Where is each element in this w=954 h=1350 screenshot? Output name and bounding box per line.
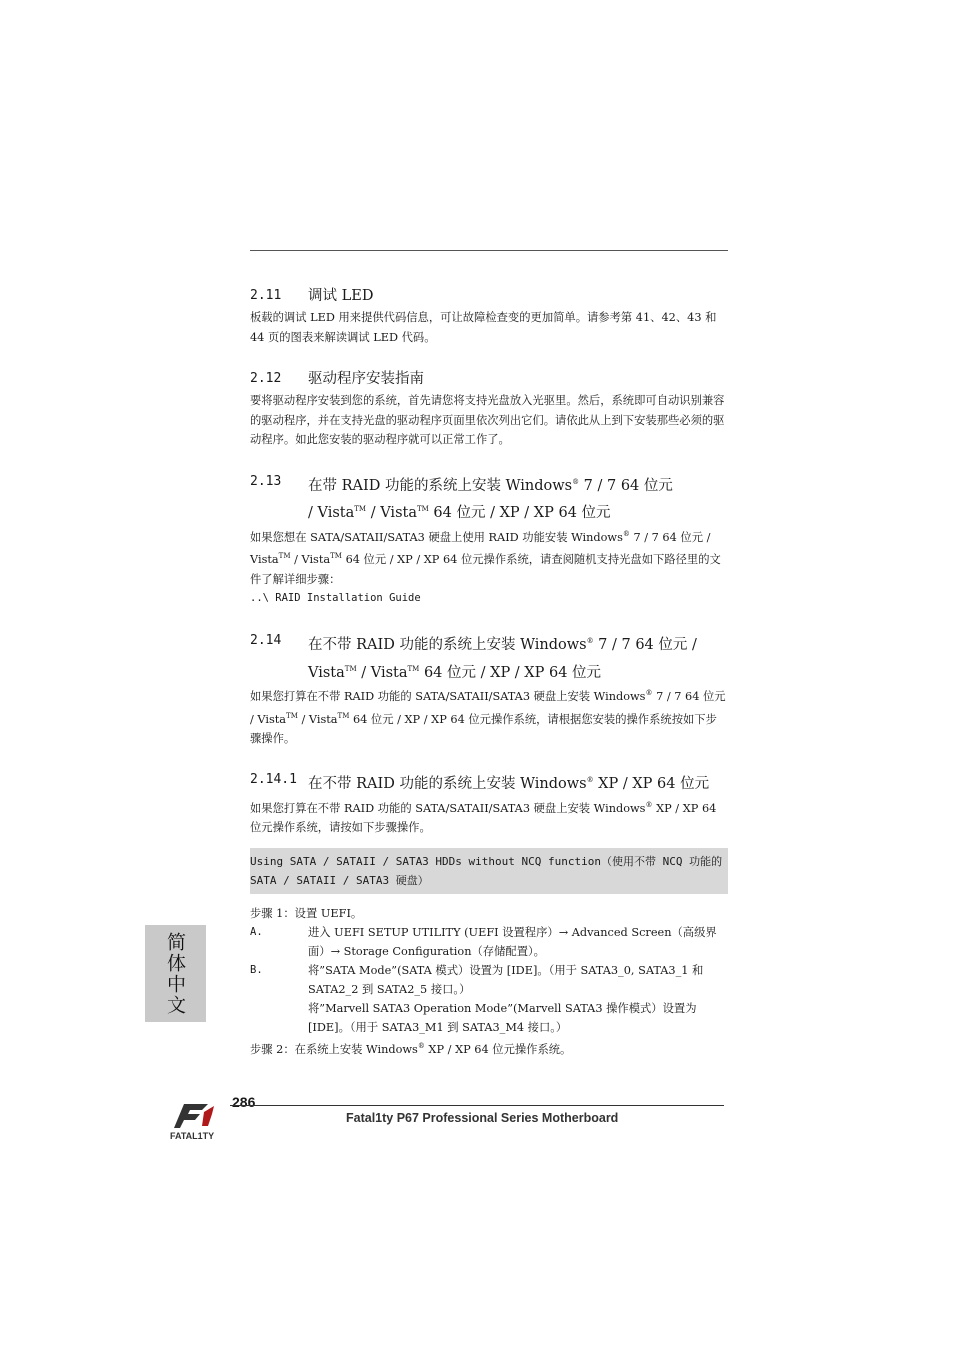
section-2-13-body: 如果您想在 SATA/SATAII/SATA3 硬盘上使用 RAID 功能安装 Windows® 7 / 7 64 位元 / Vista™ / Vista™ 64 位元 / XP / XP 64 位元操作系统，请查阅随机支持光盘如下路径里的文件了解详细步骤：: [250, 530, 721, 586]
step-b: [250, 961, 728, 1037]
section-title: 驱动程序安装指南: [308, 371, 424, 387]
section-2-11-heading: [250, 284, 728, 308]
section-2-12-heading: [250, 367, 728, 391]
raid-guide-path: ..\ RAID Installation Guide: [250, 592, 421, 605]
section-number: 2.14.1: [250, 772, 297, 788]
section-title: 在带 RAID 功能的系统上安装 Windows® 7 / 7 64 位元 / Vista™ / Vista™ 64 位元 / XP / XP 64 位元: [308, 477, 673, 522]
section-title: 调试 LED: [308, 288, 374, 304]
top-divider: [250, 250, 728, 251]
step-text: 进入 UEFI SETUP UTILITY (UEFI 设置程序）→ Advanced Screen（高级界面）→ Storage Configuration（存储配置）。: [308, 926, 717, 959]
ncq-note-box: [250, 848, 728, 894]
side-tab-label: 简体中文: [164, 931, 186, 1016]
footer-divider: [230, 1105, 724, 1106]
section-2-14-heading: [250, 629, 728, 685]
section-number: 2.14: [250, 632, 282, 648]
ncq-note-line: SATA / SATAII / SATA3 硬盘）: [250, 873, 429, 887]
ncq-note-line: Using SATA / SATAII / SATA3 HDDs without NCQ function（使用不带 NCQ 功能的: [250, 854, 723, 868]
section-2-12-body: 要将驱动程序安装到您的系统，首先请您将支持光盘放入光驱里。然后，系统即可自动识别兼容的驱动程序，并在支持光盘的驱动程序页面里依次列出它们。请依此从上到下安装那些必须的驱动程序。如此您安装的驱动程序就可以正常工作了。: [250, 394, 725, 446]
step-1: 步骤 1：设置 UEFI。: [250, 906, 363, 920]
footer-title: Fatal1ty P67 Professional Series Motherboard: [346, 1111, 619, 1125]
page-number: 286: [232, 1094, 256, 1110]
section-2-11-body: 板载的调试 LED 用来提供代码信息，可让故障检查变的更加简单。请参考第 41、42、43 和 44 页的图表来解读调试 LED 代码。: [250, 311, 717, 344]
step-label: B.: [250, 964, 263, 977]
fatal1ty-logo-icon: [168, 1102, 230, 1142]
section-title: 在不带 RAID 功能的系统上安装 Windows® 7 / 7 64 位元 / Vista™ / Vista™ 64 位元 / XP / XP 64 位元: [308, 636, 697, 681]
page-content: [250, 284, 728, 1060]
step-2: 步骤 2：在系统上安装 Windows® XP / XP 64 位元操作系统。: [250, 1042, 572, 1057]
svg-text:FATAL1TY: FATAL1TY: [170, 1131, 215, 1141]
step-a: [250, 923, 728, 961]
section-number: 2.13: [250, 473, 282, 489]
section-2-14-1-heading: [250, 768, 728, 796]
section-number: 2.12: [250, 371, 282, 386]
section-number: 2.11: [250, 288, 282, 303]
language-side-tab: [145, 925, 206, 1022]
step-text: 将”SATA Mode”(SATA 模式）设置为 [IDE]。（用于 SATA3_0, SATA3_1 和 SATA2_2 到 SATA2_5 接口。） 将”Marvell SATA3 Operation Mode”(Marvell SATA3 操作模式）设置为 [IDE]。（用于 SATA3_M1 到 SATA3_M4 接口。）: [308, 964, 704, 1035]
section-2-14-1-body: 如果您打算在不带 RAID 功能的 SATA/SATAII/SATA3 硬盘上安装 Windows® XP / XP 64 位元操作系统，请按如下步骤操作。: [250, 801, 717, 835]
section-2-13-heading: [250, 470, 728, 526]
section-title: 在不带 RAID 功能的系统上安装 Windows® XP / XP 64 位元: [308, 776, 710, 793]
section-2-14-body: 如果您打算在不带 RAID 功能的 SATA/SATAII/SATA3 硬盘上安装 Windows® 7 / 7 64 位元 / Vista™ / Vista™ 64 位元 / XP / XP 64 位元操作系统，请根据您安装的操作系统按如下步骤操作。: [250, 689, 726, 745]
step-label: A.: [250, 926, 263, 939]
